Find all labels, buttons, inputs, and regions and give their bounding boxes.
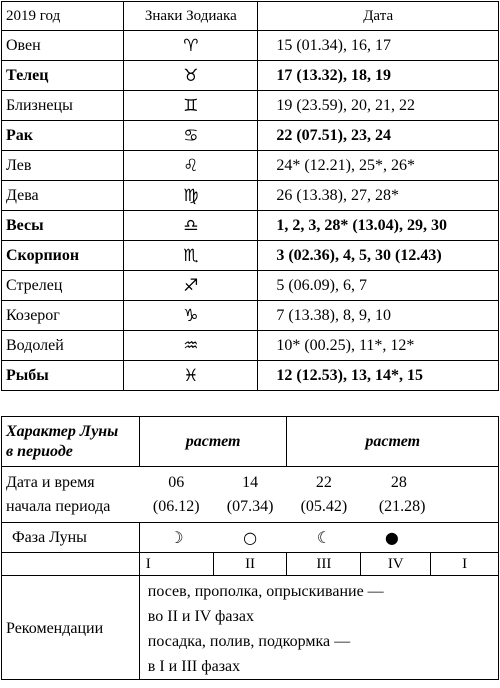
sign-dates: 7 (13.38), 8, 9, 10 [258,301,499,331]
sign-symbol: ♎ [183,215,199,236]
period-day: 28 [390,473,407,491]
period-cell [139,467,213,523]
sign-dates: 26 (13.38), 27, 28* [258,181,499,211]
sign-symbol: ♐ [183,275,199,296]
period-label-line: начала периода [6,497,111,515]
sign-symbol: ♉ [183,65,199,86]
period-time: (07.34) [226,497,274,515]
new-moon-icon [361,523,499,553]
character-label-line: Характер Луны [6,422,119,440]
table-row [2,61,499,91]
full-moon-icon [213,523,287,553]
sign-dates: 19 (23.59), 20, 21, 22 [258,91,499,121]
period-cell [287,467,361,523]
period-row [2,467,499,523]
period-time: (21.28) [378,497,426,515]
zodiac-header-row [2,2,499,31]
header-date: Дата [258,2,499,31]
phase-symbol: ● [384,528,399,547]
sign-symbol: ♑ [183,305,199,326]
libra-icon [124,211,258,241]
sign-dates: 5 (06.09), 6, 7 [258,271,499,301]
recommendations-label: Рекомендации [2,576,140,680]
table-row [2,331,499,361]
sign-name: Телец [2,61,124,91]
table-row [2,271,499,301]
period-day: 14 [242,473,259,491]
sign-name: Водолей [2,331,124,361]
waning-crescent-icon [287,523,361,553]
sign-dates: 15 (01.34), 16, 17 [258,31,499,61]
recommendation-line: во II и IV фазах [147,607,254,625]
roman-spacer [2,553,140,576]
aquarius-icon [124,331,258,361]
sign-dates: 1, 2, 3, 28* (13.04), 29, 30 [258,211,499,241]
period-cell [361,467,499,523]
pisces-icon [124,361,258,391]
character-value: растет [139,417,287,467]
sign-symbol: ♒ [183,335,199,356]
sign-symbol: ♋ [183,125,199,146]
period-day: 22 [315,473,332,491]
phase-label: Фаза Луны [2,523,140,553]
table-row [2,181,499,211]
character-label [2,417,140,467]
sign-dates: 12 (12.53), 13, 14*, 15 [258,361,499,391]
sign-name: Рак [2,121,124,151]
table-row [2,151,499,181]
recommendations-row [2,576,499,680]
leo-icon [124,151,258,181]
header-sign: Знаки Зодиака [124,2,258,31]
aries-icon [124,31,258,61]
sign-dates: 3 (02.36), 4, 5, 30 (12.43) [258,241,499,271]
sign-symbol: ♌ [183,155,199,176]
phase-number: III [287,553,361,576]
table-row [2,121,499,151]
phase-symbol: ☽ [169,528,184,547]
table-row [2,361,499,391]
phase-number: I [139,553,213,576]
sign-name: Близнецы [2,91,124,121]
recommendations-text [139,576,498,680]
period-day: 06 [168,473,185,491]
capricorn-icon [124,301,258,331]
virgo-icon [124,181,258,211]
sign-symbol: ♍ [183,185,199,206]
sign-name: Лев [2,151,124,181]
period-time: (06.12) [152,497,200,515]
period-cell [213,467,287,523]
cancer-icon [124,121,258,151]
phase-number: II [213,553,287,576]
character-row [2,417,499,467]
recommendation-line: в I и III фазах [147,657,241,675]
phase-symbol: ○ [243,528,258,547]
roman-row [2,553,499,576]
phase-symbol: ☾ [316,528,332,547]
phase-number: I [431,553,499,576]
recommendation-line: посев, прополка, опрыскивание — [147,582,384,600]
period-time: (05.42) [300,497,348,515]
sign-symbol: ♈ [183,35,199,56]
sagittarius-icon [124,271,258,301]
sign-name: Рыбы [2,361,124,391]
character-label-line: в периоде [6,442,73,460]
table-row [2,241,499,271]
table-row [2,91,499,121]
sign-dates: 10* (00.25), 11*, 12* [258,331,499,361]
gemini-icon [124,91,258,121]
sign-name: Дева [2,181,124,211]
header-year: 2019 год [2,2,124,31]
moon-table [1,416,499,680]
sign-name: Овен [2,31,124,61]
sign-name: Стрелец [2,271,124,301]
zodiac-table [1,1,499,391]
sign-name: Козерог [2,301,124,331]
table-row [2,211,499,241]
scorpio-icon [124,241,258,271]
taurus-icon [124,61,258,91]
sign-dates: 17 (13.32), 18, 19 [258,61,499,91]
sign-symbol: ♊ [183,95,199,116]
character-value: растет [287,417,499,467]
sign-dates: 22 (07.51), 23, 24 [258,121,499,151]
sign-name: Скорпион [2,241,124,271]
phase-number: IV [361,553,431,576]
sign-dates: 24* (12.21), 25*, 26* [258,151,499,181]
sign-name: Весы [2,211,124,241]
sign-symbol: ♓ [183,365,199,386]
period-label [2,467,140,523]
waxing-crescent-icon [139,523,213,553]
table-row [2,31,499,61]
recommendation-line: посадка, полив, подкормка — [147,632,351,650]
phase-row [2,523,499,553]
period-label-line: Дата и время [6,473,95,491]
sign-symbol: ♏ [183,245,199,266]
table-row [2,301,499,331]
